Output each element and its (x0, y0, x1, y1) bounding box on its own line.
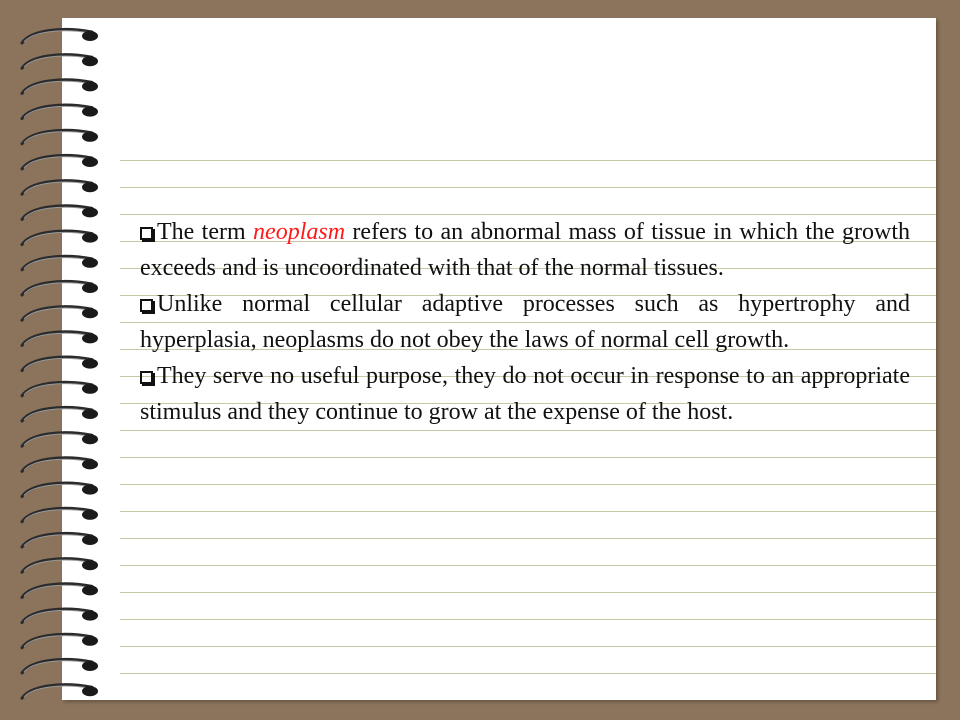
spiral-coil (22, 508, 98, 522)
ruled-line (120, 511, 936, 512)
spiral-coil (22, 458, 98, 472)
spiral-coil (22, 407, 98, 421)
spiral-coil (22, 256, 98, 270)
ruled-line (120, 673, 936, 674)
ruled-line (120, 430, 936, 431)
highlight-term-neoplasm: neoplasm (253, 219, 346, 245)
ruled-line (120, 160, 936, 161)
spiral-coil (22, 584, 98, 598)
ruled-line (120, 619, 936, 620)
spiral-coil (22, 105, 98, 119)
bullet-1-text-before: The term (157, 219, 254, 245)
spiral-coil (22, 80, 98, 94)
bullet-2-text: Unlike normal cellular adaptive processes such as hypertrophy and hyperplasia, neoplasms do not obey the laws of normal cell growth. (140, 291, 910, 353)
spiral-coil (22, 29, 98, 43)
spiral-coil (22, 357, 98, 371)
spiral-coil (22, 332, 98, 346)
spiral-coil (22, 181, 98, 195)
ruled-line (120, 484, 936, 485)
ruled-line (120, 565, 936, 566)
spiral-coil (22, 206, 98, 220)
spiral-coil (22, 483, 98, 497)
bullet-1-text-after: refers to an abnormal mass of tissue in which the growth exceeds and is uncoordinated with that of the normal tissues. (140, 219, 910, 281)
checkbox-bullet-icon (140, 371, 153, 384)
ruled-line (120, 457, 936, 458)
bullet-3 (140, 358, 910, 430)
checkbox-bullet-icon (140, 227, 153, 240)
spiral-coil (22, 55, 98, 69)
spiral-coil (22, 433, 98, 447)
ruled-line (120, 646, 936, 647)
spiral-coil (22, 559, 98, 573)
spiral-coil (22, 307, 98, 321)
spiral-coil (22, 685, 98, 699)
spiral-coil (22, 533, 98, 547)
ruled-line (120, 187, 936, 188)
spiral-coil (22, 155, 98, 169)
spiral-coil (22, 281, 98, 295)
spiral-coil (22, 659, 98, 673)
spiral-coil (22, 231, 98, 245)
spiral-coil (22, 609, 98, 623)
bullet-1 (140, 214, 910, 286)
spiral-coil (22, 382, 98, 396)
slide-content (140, 214, 910, 430)
bullet-3-text: They serve no useful purpose, they do not occur in response to an appropriate stimulus and they continue to grow at the expense of the host. (140, 363, 910, 425)
ruled-line (120, 592, 936, 593)
spiral-binding-icon (0, 0, 120, 720)
bullet-2 (140, 286, 910, 358)
spiral-coil (22, 634, 98, 648)
spiral-coil (22, 130, 98, 144)
ruled-line (120, 538, 936, 539)
checkbox-bullet-icon (140, 299, 153, 312)
